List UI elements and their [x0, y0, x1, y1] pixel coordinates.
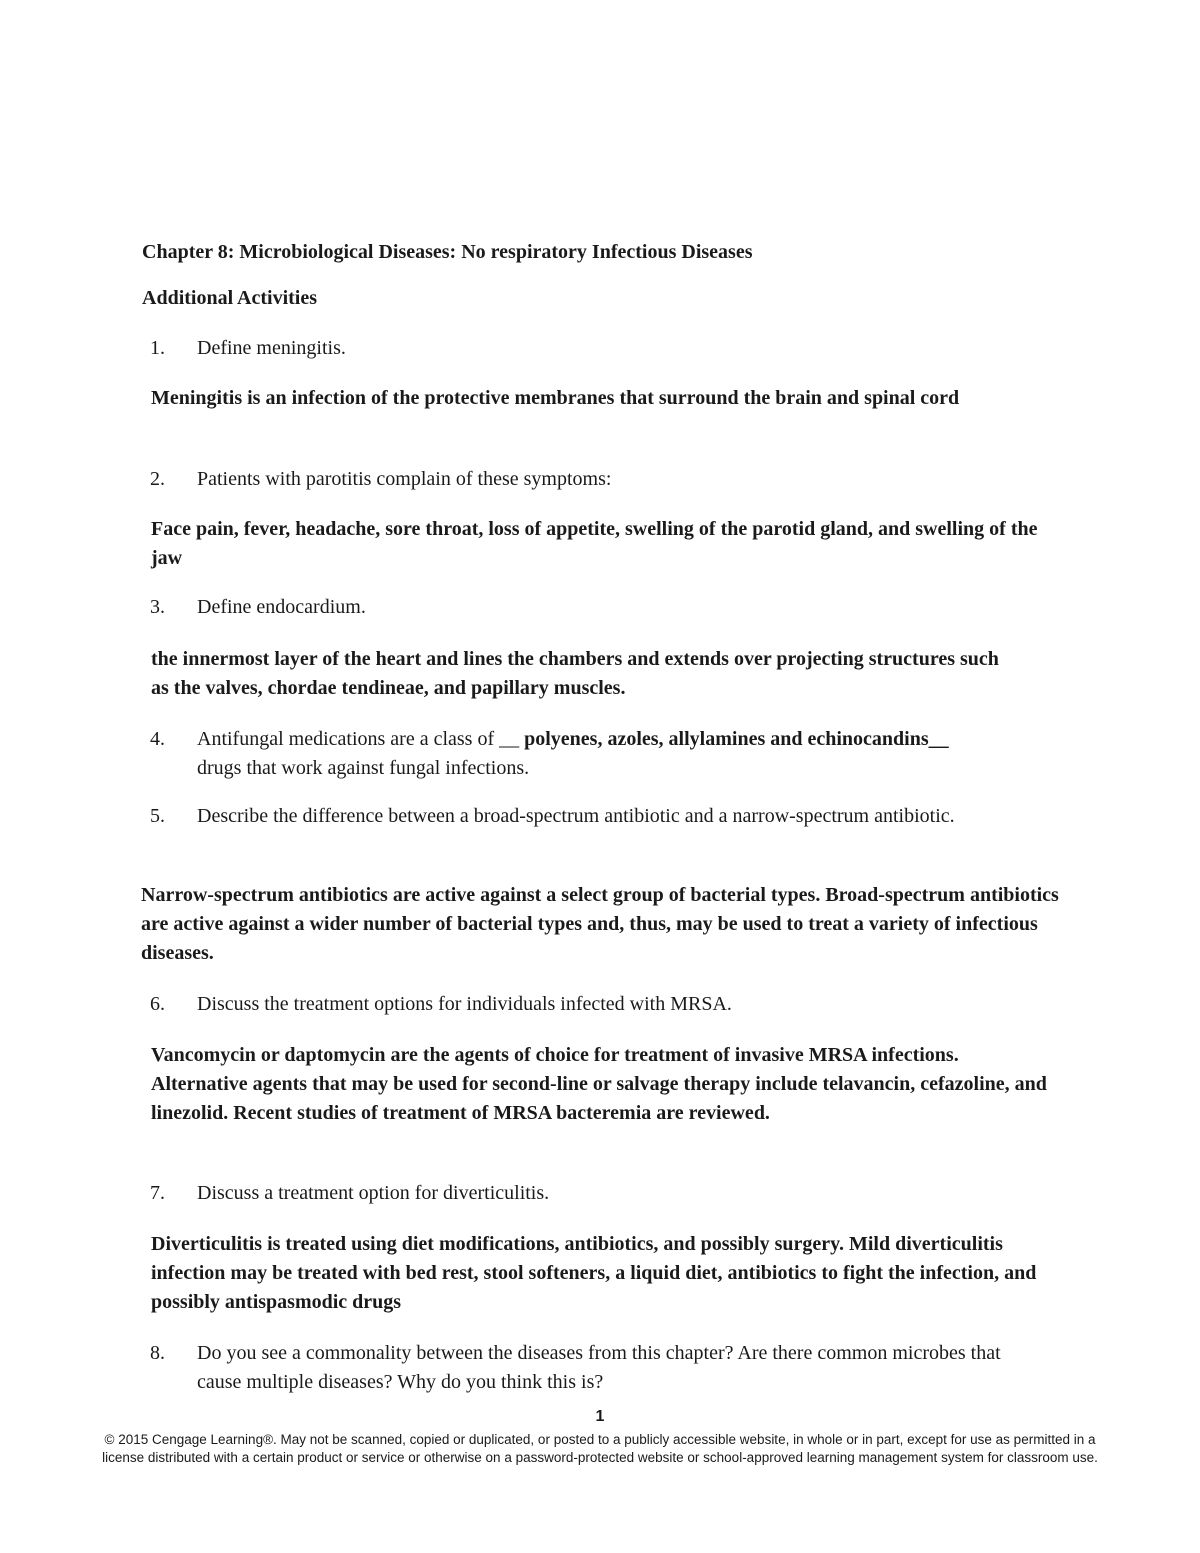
question-text: Patients with parotitis complain of these symptoms:	[197, 468, 612, 490]
question-number: 8.	[150, 1342, 165, 1364]
question-number: 3.	[150, 596, 165, 618]
answer-3: the innermost layer of the heart and lines the chambers and extends over projecting structures such as the valves, chordae tendineae, and papillary muscles.	[151, 648, 999, 699]
question-text: Discuss a treatment option for diverticulitis.	[197, 1182, 550, 1204]
page-number: 1	[595, 1408, 605, 1425]
section-heading: Additional Activities	[142, 287, 318, 309]
question-4	[150, 725, 970, 783]
question-3	[150, 593, 1050, 622]
question-text: Discuss the treatment options for individuals infected with MRSA.	[197, 993, 732, 1015]
question-5	[150, 802, 1000, 831]
question-8	[150, 1339, 1030, 1397]
question-text: Define meningitis.	[197, 337, 346, 359]
question-text: Define endocardium.	[197, 596, 366, 618]
answer-1: Meningitis is an infection of the protective membranes that surround the brain and spinal cord	[151, 387, 960, 409]
question-1	[150, 334, 1050, 363]
question-number: 7.	[150, 1182, 165, 1204]
question-number: 2.	[150, 468, 165, 490]
question-2	[150, 465, 1050, 494]
chapter-title: Chapter 8: Microbiological Diseases: No respiratory Infectious Diseases	[142, 241, 753, 263]
question-number: 1.	[150, 337, 165, 359]
question-text-before: Antifungal medications are a class of __	[197, 728, 520, 750]
answer-2: Face pain, fever, headache, sore throat, loss of appetite, swelling of the parotid gland, and swelling of the jaw	[151, 518, 1038, 569]
question-7	[150, 1179, 1050, 1208]
answer-7: Diverticulitis is treated using diet modifications, antibiotics, and possibly surgery. Mild diverticulitis infection may be treated with bed rest, stool softeners, a liquid diet, antibiotics to fight the infection, and possibly antispasmodic drugs	[151, 1233, 1037, 1313]
question-text-after: drugs that work against fungal infections.	[197, 757, 530, 779]
question-6	[150, 990, 1050, 1019]
question-number: 5.	[150, 805, 165, 827]
question-text: Describe the difference between a broad-spectrum antibiotic and a narrow-spectrum antibiotic.	[197, 805, 955, 827]
question-text: Do you see a commonality between the diseases from this chapter? Are there common microbes that cause multiple diseases? Why do you think this is?	[197, 1342, 1001, 1393]
copyright-notice: © 2015 Cengage Learning®. May not be scanned, copied or duplicated, or posted to a publicly accessible website, in whole or in part, except for use as permitted in a license distributed with a certain product or service or otherwise on a password-protected website or school-approved learning management system for classroom use.	[102, 1432, 1098, 1465]
answer-5: Narrow-spectrum antibiotics are active against a select group of bacterial types. Broad-spectrum antibiotics are active against a wider number of bacterial types and, thus, may be used to treat a variety of infectious diseases.	[141, 884, 1059, 964]
question-number: 4.	[150, 728, 165, 750]
question-number: 6.	[150, 993, 165, 1015]
answer-6: Vancomycin or daptomycin are the agents of choice for treatment of invasive MRSA infections. Alternative agents that may be used for second-line or salvage therapy include telavancin, cefazoline, and linezolid. Recent studies of treatment of MRSA bacteremia are reviewed.	[151, 1044, 1047, 1124]
question-text	[197, 725, 970, 783]
question-fill-answer: polyenes, azoles, allylamines and echinocandins__	[519, 728, 949, 750]
